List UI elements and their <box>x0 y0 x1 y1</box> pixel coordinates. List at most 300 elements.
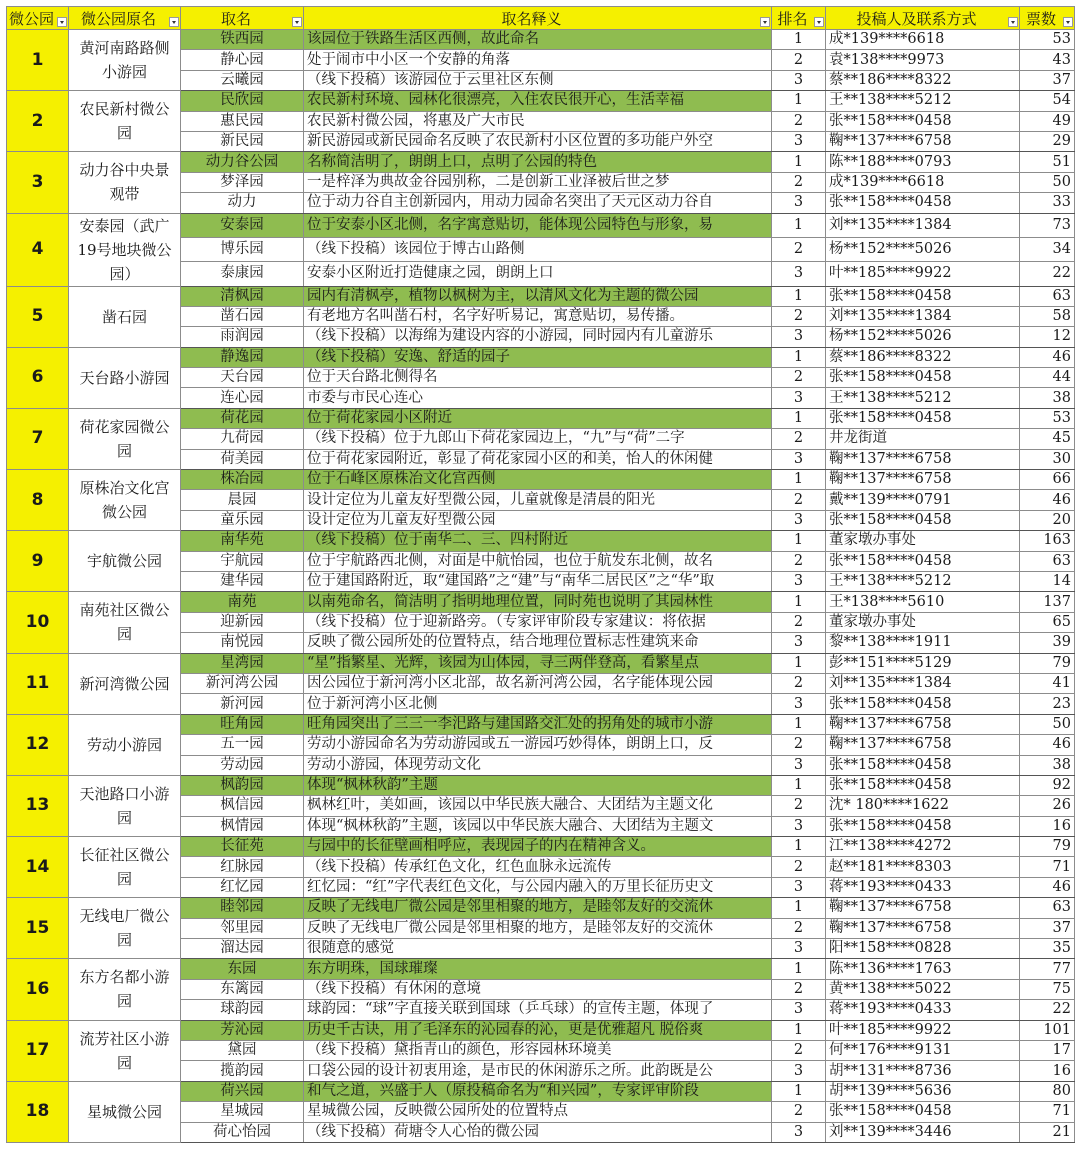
name-cell[interactable]: 荷花园 <box>181 408 304 428</box>
rank-cell[interactable]: 3 <box>772 816 826 836</box>
rank-cell[interactable]: 1 <box>772 959 826 979</box>
contributor-cell[interactable]: 袁*138****9973 <box>826 50 1020 70</box>
park-number-cell[interactable]: 6 <box>7 347 69 408</box>
name-cell[interactable]: 球韵园 <box>181 1000 304 1020</box>
rank-cell[interactable]: 2 <box>772 1040 826 1060</box>
name-cell[interactable]: 静逸园 <box>181 347 304 367</box>
votes-cell[interactable]: 37 <box>1020 918 1075 938</box>
name-cell[interactable]: 荷美园 <box>181 449 304 469</box>
explanation-cell[interactable]: 体现“枫林秋韵”主题，该园以中华民族大融合、大团结为主题文 <box>304 816 772 836</box>
votes-cell[interactable]: 50 <box>1020 714 1075 734</box>
votes-cell[interactable]: 49 <box>1020 111 1075 131</box>
park-number-cell[interactable]: 12 <box>7 714 69 775</box>
original-name-cell[interactable]: 无线电厂微公园 <box>69 898 181 959</box>
name-cell[interactable]: 建华园 <box>181 571 304 591</box>
contributor-cell[interactable]: 蔡**186****8322 <box>826 70 1020 90</box>
explanation-cell[interactable]: 红忆园：“红”字代表红色文化，与公园内融入的万里长征历史文 <box>304 877 772 897</box>
contributor-cell[interactable]: 蒋**193****0433 <box>826 877 1020 897</box>
explanation-cell[interactable]: 和气之道，兴盛于人（原投稿命名为“和兴园”，专家评审阶段 <box>304 1081 772 1101</box>
name-cell[interactable]: 南华苑 <box>181 531 304 551</box>
contributor-cell[interactable]: 鞠**137****6758 <box>826 918 1020 938</box>
park-number-cell[interactable]: 9 <box>7 531 69 592</box>
rank-cell[interactable]: 3 <box>772 327 826 347</box>
explanation-cell[interactable]: 一是梓泽为典故金谷园别称，二是创新工业泽被后世之梦 <box>304 172 772 192</box>
rank-cell[interactable]: 1 <box>772 898 826 918</box>
rank-cell[interactable]: 1 <box>772 470 826 490</box>
votes-cell[interactable]: 44 <box>1020 368 1075 388</box>
explanation-cell[interactable]: 名称简洁明了，朗朗上口，点明了公园的特色 <box>304 152 772 172</box>
name-cell[interactable]: 云曦园 <box>181 70 304 90</box>
contributor-cell[interactable]: 刘**139****3446 <box>826 1122 1020 1142</box>
explanation-cell[interactable]: 新民游园或新民园命名反映了农民新村小区位置的多功能户外空 <box>304 131 772 151</box>
explanation-cell[interactable]: 劳动小游园，体现劳动文化 <box>304 755 772 775</box>
explanation-cell[interactable]: 市委与市民心连心 <box>304 388 772 408</box>
explanation-cell[interactable]: 反映了无线电厂微公园是邻里相聚的地方，是睦邻友好的交流休 <box>304 898 772 918</box>
votes-cell[interactable]: 17 <box>1020 1040 1075 1060</box>
name-cell[interactable]: 五一园 <box>181 735 304 755</box>
original-name-cell[interactable]: 凿石园 <box>69 286 181 347</box>
rank-cell[interactable]: 2 <box>772 111 826 131</box>
contributor-cell[interactable]: 董家墩办事处 <box>826 531 1020 551</box>
original-name-cell[interactable]: 原株冶文化宫微公园 <box>69 470 181 531</box>
votes-cell[interactable]: 12 <box>1020 327 1075 347</box>
rank-cell[interactable]: 2 <box>772 237 826 261</box>
votes-cell[interactable]: 73 <box>1020 213 1075 237</box>
contributor-cell[interactable]: 鞠**137****6758 <box>826 735 1020 755</box>
original-name-cell[interactable]: 农民新村微公园 <box>69 91 181 152</box>
rank-cell[interactable]: 2 <box>772 50 826 70</box>
contributor-cell[interactable]: 张**158****0458 <box>826 510 1020 530</box>
votes-cell[interactable]: 51 <box>1020 152 1075 172</box>
contributor-cell[interactable]: 王**138****5212 <box>826 388 1020 408</box>
rank-cell[interactable]: 2 <box>772 172 826 192</box>
votes-cell[interactable]: 79 <box>1020 653 1075 673</box>
park-number-cell[interactable]: 17 <box>7 1020 69 1081</box>
votes-cell[interactable]: 71 <box>1020 1102 1075 1122</box>
contributor-cell[interactable]: 张**158****0458 <box>826 193 1020 213</box>
votes-cell[interactable]: 14 <box>1020 571 1075 591</box>
contributor-cell[interactable]: 沈* 180****1622 <box>826 796 1020 816</box>
name-cell[interactable]: 连心园 <box>181 388 304 408</box>
explanation-cell[interactable]: （线下投稿）传承红色文化，红色血脉永远流传 <box>304 857 772 877</box>
park-number-cell[interactable]: 14 <box>7 837 69 898</box>
votes-cell[interactable]: 46 <box>1020 735 1075 755</box>
contributor-cell[interactable]: 成*139****6618 <box>826 172 1020 192</box>
rank-cell[interactable]: 2 <box>772 612 826 632</box>
contributor-cell[interactable]: 胡**131****8736 <box>826 1061 1020 1081</box>
explanation-cell[interactable]: 设计定位为儿童友好型微公园 <box>304 510 772 530</box>
explanation-cell[interactable]: 星城微公园，反映微公园所处的位置特点 <box>304 1102 772 1122</box>
park-number-cell[interactable]: 13 <box>7 775 69 836</box>
explanation-cell[interactable]: 安泰小区附近打造健康之园，朗朗上口 <box>304 262 772 286</box>
contributor-cell[interactable]: 彭**151****5129 <box>826 653 1020 673</box>
explanation-cell[interactable]: “星”指繁星、光辉，该园为山体园，寻三两伴登高，看繁星点 <box>304 653 772 673</box>
contributor-cell[interactable]: 张**158****0458 <box>826 111 1020 131</box>
explanation-cell[interactable]: （线下投稿）位于九郎山下荷花家园边上，“九”与“荷”二字 <box>304 429 772 449</box>
name-cell[interactable]: 星城园 <box>181 1102 304 1122</box>
contributor-cell[interactable]: 黄**138****5022 <box>826 979 1020 999</box>
explanation-cell[interactable]: （线下投稿）有休闲的意境 <box>304 979 772 999</box>
votes-cell[interactable]: 20 <box>1020 510 1075 530</box>
contributor-cell[interactable]: 鞠**137****6758 <box>826 470 1020 490</box>
votes-cell[interactable]: 41 <box>1020 673 1075 693</box>
votes-cell[interactable]: 23 <box>1020 694 1075 714</box>
contributor-cell[interactable]: 戴**139****0791 <box>826 490 1020 510</box>
rank-cell[interactable]: 1 <box>772 91 826 111</box>
rank-cell[interactable]: 1 <box>772 30 826 50</box>
votes-cell[interactable]: 137 <box>1020 592 1075 612</box>
explanation-cell[interactable]: 位于安泰小区北侧，名字寓意贴切，能体现公园特色与形象，易 <box>304 213 772 237</box>
original-name-cell[interactable]: 东方名都小游园 <box>69 959 181 1020</box>
explanation-cell[interactable]: 反映了微公园所处的位置特点，结合地理位置标志性建筑来命 <box>304 633 772 653</box>
contributor-cell[interactable]: 何**176****9131 <box>826 1040 1020 1060</box>
contributor-cell[interactable]: 胡**139****5636 <box>826 1081 1020 1101</box>
explanation-cell[interactable]: 球韵园：“球”字直接关联到国球（乒乓球）的宣传主题，体现了 <box>304 1000 772 1020</box>
votes-cell[interactable]: 92 <box>1020 775 1075 795</box>
votes-cell[interactable]: 77 <box>1020 959 1075 979</box>
rank-cell[interactable]: 2 <box>772 918 826 938</box>
name-cell[interactable]: 晨园 <box>181 490 304 510</box>
rank-cell[interactable]: 2 <box>772 1102 826 1122</box>
rank-cell[interactable]: 1 <box>772 286 826 306</box>
name-cell[interactable]: 旺角园 <box>181 714 304 734</box>
name-cell[interactable]: 枫韵园 <box>181 775 304 795</box>
rank-cell[interactable]: 3 <box>772 571 826 591</box>
explanation-cell[interactable]: 设计定位为儿童友好型微公园，儿童就像是清晨的阳光 <box>304 490 772 510</box>
rank-cell[interactable]: 3 <box>772 193 826 213</box>
contributor-cell[interactable]: 刘**135****1384 <box>826 673 1020 693</box>
rank-cell[interactable]: 1 <box>772 775 826 795</box>
contributor-cell[interactable]: 鞠**137****6758 <box>826 131 1020 151</box>
name-cell[interactable]: 东篱园 <box>181 979 304 999</box>
votes-cell[interactable]: 65 <box>1020 612 1075 632</box>
explanation-cell[interactable]: 位于荷花家园小区附近 <box>304 408 772 428</box>
explanation-cell[interactable]: 劳动小游园命名为劳动游园或五一游园巧妙得体，朗朗上口，反 <box>304 735 772 755</box>
name-cell[interactable]: 劳动园 <box>181 755 304 775</box>
contributor-cell[interactable]: 叶**185****9922 <box>826 1020 1020 1040</box>
rank-cell[interactable]: 1 <box>772 592 826 612</box>
votes-cell[interactable]: 21 <box>1020 1122 1075 1142</box>
original-name-cell[interactable]: 宇航微公园 <box>69 531 181 592</box>
contributor-cell[interactable]: 成*139****6618 <box>826 30 1020 50</box>
contributor-cell[interactable]: 张**158****0458 <box>826 816 1020 836</box>
votes-cell[interactable]: 29 <box>1020 131 1075 151</box>
rank-cell[interactable]: 1 <box>772 347 826 367</box>
name-cell[interactable]: 静心园 <box>181 50 304 70</box>
votes-cell[interactable]: 37 <box>1020 70 1075 90</box>
explanation-cell[interactable]: 体现“枫林秋韵”主题 <box>304 775 772 795</box>
park-number-cell[interactable]: 10 <box>7 592 69 653</box>
name-cell[interactable]: 雨润园 <box>181 327 304 347</box>
contributor-cell[interactable]: 蒋**193****0433 <box>826 1000 1020 1020</box>
explanation-cell[interactable]: （线下投稿）位于南华二、三、四村附近 <box>304 531 772 551</box>
name-cell[interactable]: 株冶园 <box>181 470 304 490</box>
name-cell[interactable]: 新河园 <box>181 694 304 714</box>
explanation-cell[interactable]: 处于闹市中小区一个安静的角落 <box>304 50 772 70</box>
park-number-cell[interactable]: 3 <box>7 152 69 213</box>
explanation-cell[interactable]: 位于宇航路西北侧，对面是中航怡园，也位于航发东北侧，故名 <box>304 551 772 571</box>
name-cell[interactable]: 九荷园 <box>181 429 304 449</box>
name-cell[interactable]: 清枫园 <box>181 286 304 306</box>
contributor-cell[interactable]: 叶**185****9922 <box>826 262 1020 286</box>
contributor-cell[interactable]: 黎**138****1911 <box>826 633 1020 653</box>
explanation-cell[interactable]: 旺角园突出了三三一李汜路与建国路交汇处的拐角处的城市小游 <box>304 714 772 734</box>
rank-cell[interactable]: 3 <box>772 131 826 151</box>
rank-cell[interactable]: 3 <box>772 877 826 897</box>
votes-cell[interactable]: 34 <box>1020 237 1075 261</box>
rank-cell[interactable]: 1 <box>772 408 826 428</box>
name-cell[interactable]: 邻里园 <box>181 918 304 938</box>
explanation-cell[interactable]: 该园位于铁路生活区西侧，故此命名 <box>304 30 772 50</box>
contributor-cell[interactable]: 刘**135****1384 <box>826 306 1020 326</box>
original-name-cell[interactable]: 流芳社区小游园 <box>69 1020 181 1081</box>
park-number-cell[interactable]: 16 <box>7 959 69 1020</box>
original-name-cell[interactable]: 天台路小游园 <box>69 347 181 408</box>
name-cell[interactable]: 荷兴园 <box>181 1081 304 1101</box>
contributor-cell[interactable]: 阳**158****0828 <box>826 939 1020 959</box>
name-cell[interactable]: 黛园 <box>181 1040 304 1060</box>
explanation-cell[interactable]: 枫林红叶，美如画，该园以中华民族大融合、大团结为主题文化 <box>304 796 772 816</box>
contributor-cell[interactable]: 赵**181****8303 <box>826 857 1020 877</box>
votes-cell[interactable]: 63 <box>1020 551 1075 571</box>
park-number-cell[interactable]: 15 <box>7 898 69 959</box>
original-name-cell[interactable]: 天池路口小游园 <box>69 775 181 836</box>
explanation-cell[interactable]: 历史千古诀，用了毛泽东的沁园春的沁，更是优雅超凡 脱俗爽 <box>304 1020 772 1040</box>
votes-cell[interactable]: 38 <box>1020 388 1075 408</box>
name-cell[interactable]: 红忆园 <box>181 877 304 897</box>
explanation-cell[interactable]: 位于石峰区原株冶文化宫西侧 <box>304 470 772 490</box>
rank-cell[interactable]: 1 <box>772 152 826 172</box>
rank-cell[interactable]: 1 <box>772 653 826 673</box>
rank-cell[interactable]: 3 <box>772 939 826 959</box>
filter-dropdown-icon[interactable] <box>169 17 179 27</box>
park-number-cell[interactable]: 5 <box>7 286 69 347</box>
contributor-cell[interactable]: 张**158****0458 <box>826 368 1020 388</box>
filter-dropdown-icon[interactable] <box>57 17 67 27</box>
rank-cell[interactable]: 3 <box>772 633 826 653</box>
rank-cell[interactable]: 3 <box>772 388 826 408</box>
name-cell[interactable]: 安泰园 <box>181 213 304 237</box>
name-cell[interactable]: 星湾园 <box>181 653 304 673</box>
contributor-cell[interactable]: 杨**152****5026 <box>826 327 1020 347</box>
contributor-cell[interactable]: 张**158****0458 <box>826 408 1020 428</box>
name-cell[interactable]: 荷心怡园 <box>181 1122 304 1142</box>
rank-cell[interactable]: 1 <box>772 213 826 237</box>
votes-cell[interactable]: 45 <box>1020 429 1075 449</box>
rank-cell[interactable]: 2 <box>772 429 826 449</box>
contributor-cell[interactable]: 王**138****5212 <box>826 571 1020 591</box>
explanation-cell[interactable]: 口袋公园的设计初衷用途，是市民的休闲游乐之所。此韵既是公 <box>304 1061 772 1081</box>
original-name-cell[interactable]: 荷花家园微公园 <box>69 408 181 469</box>
name-cell[interactable]: 溜达园 <box>181 939 304 959</box>
original-name-cell[interactable]: 动力谷中央景观带 <box>69 152 181 213</box>
rank-cell[interactable]: 2 <box>772 490 826 510</box>
original-name-cell[interactable]: 劳动小游园 <box>69 714 181 775</box>
name-cell[interactable]: 宇航园 <box>181 551 304 571</box>
votes-cell[interactable]: 63 <box>1020 898 1075 918</box>
explanation-cell[interactable]: 位于天台路北侧得名 <box>304 368 772 388</box>
explanation-cell[interactable]: 农民新村环境、园林化很漂亮，入住农民很开心，生活幸福 <box>304 91 772 111</box>
contributor-cell[interactable]: 张**158****0458 <box>826 1102 1020 1122</box>
explanation-cell[interactable]: 位于新河湾小区北侧 <box>304 694 772 714</box>
rank-cell[interactable]: 1 <box>772 714 826 734</box>
contributor-cell[interactable]: 张**158****0458 <box>826 755 1020 775</box>
explanation-cell[interactable]: 东方明珠，国球璀璨 <box>304 959 772 979</box>
rank-cell[interactable]: 2 <box>772 857 826 877</box>
contributor-cell[interactable]: 陈**188****0793 <box>826 152 1020 172</box>
explanation-cell[interactable]: 很随意的感觉 <box>304 939 772 959</box>
explanation-cell[interactable]: 园内有清枫亭，植物以枫树为主，以清风文化为主题的微公园 <box>304 286 772 306</box>
votes-cell[interactable]: 66 <box>1020 470 1075 490</box>
rank-cell[interactable]: 2 <box>772 735 826 755</box>
votes-cell[interactable]: 54 <box>1020 91 1075 111</box>
votes-cell[interactable]: 39 <box>1020 633 1075 653</box>
original-name-cell[interactable]: 新河湾微公园 <box>69 653 181 714</box>
votes-cell[interactable]: 50 <box>1020 172 1075 192</box>
filter-dropdown-icon[interactable] <box>292 17 302 27</box>
explanation-cell[interactable]: 以南苑命名，简洁明了指明地理位置，同时苑也说明了其园林性 <box>304 592 772 612</box>
name-cell[interactable]: 迎新园 <box>181 612 304 632</box>
votes-cell[interactable]: 79 <box>1020 837 1075 857</box>
original-name-cell[interactable]: 长征社区微公园 <box>69 837 181 898</box>
contributor-cell[interactable]: 张**158****0458 <box>826 286 1020 306</box>
name-cell[interactable]: 东园 <box>181 959 304 979</box>
votes-cell[interactable]: 38 <box>1020 755 1075 775</box>
name-cell[interactable]: 长征苑 <box>181 837 304 857</box>
name-cell[interactable]: 梦泽园 <box>181 172 304 192</box>
rank-cell[interactable]: 3 <box>772 262 826 286</box>
park-number-cell[interactable]: 18 <box>7 1081 69 1142</box>
explanation-cell[interactable]: 位于荷花家园附近，彰显了荷花家园小区的和美，怡人的休闲健 <box>304 449 772 469</box>
original-name-cell[interactable]: 黄河南路路侧小游园 <box>69 30 181 91</box>
votes-cell[interactable]: 33 <box>1020 193 1075 213</box>
contributor-cell[interactable]: 鞠**137****6758 <box>826 898 1020 918</box>
votes-cell[interactable]: 163 <box>1020 531 1075 551</box>
park-number-cell[interactable]: 8 <box>7 470 69 531</box>
votes-cell[interactable]: 16 <box>1020 816 1075 836</box>
explanation-cell[interactable]: （线下投稿）以海绵为建设内容的小游园，同时园内有儿童游乐 <box>304 327 772 347</box>
votes-cell[interactable]: 53 <box>1020 408 1075 428</box>
votes-cell[interactable]: 30 <box>1020 449 1075 469</box>
name-cell[interactable]: 泰康园 <box>181 262 304 286</box>
contributor-cell[interactable]: 王**138****5212 <box>826 91 1020 111</box>
contributor-cell[interactable]: 王*138****5610 <box>826 592 1020 612</box>
explanation-cell[interactable]: 农民新村微公园，将惠及广大市民 <box>304 111 772 131</box>
contributor-cell[interactable]: 张**158****0458 <box>826 694 1020 714</box>
votes-cell[interactable]: 22 <box>1020 262 1075 286</box>
rank-cell[interactable]: 3 <box>772 510 826 530</box>
explanation-cell[interactable]: （线下投稿）荷塘令人心怡的微公园 <box>304 1122 772 1142</box>
name-cell[interactable]: 天台园 <box>181 368 304 388</box>
name-cell[interactable]: 枫信园 <box>181 796 304 816</box>
explanation-cell[interactable]: （线下投稿）该园位于博古山路侧 <box>304 237 772 261</box>
name-cell[interactable]: 博乐园 <box>181 237 304 261</box>
rank-cell[interactable]: 2 <box>772 368 826 388</box>
original-name-cell[interactable]: 星城微公园 <box>69 1081 181 1142</box>
contributor-cell[interactable]: 董家墩办事处 <box>826 612 1020 632</box>
name-cell[interactable]: 惠民园 <box>181 111 304 131</box>
explanation-cell[interactable]: 位于动力谷自主创新园内，用动力园命名突出了天元区动力谷自 <box>304 193 772 213</box>
filter-dropdown-icon[interactable] <box>1008 17 1018 27</box>
contributor-cell[interactable]: 刘**135****1384 <box>826 213 1020 237</box>
original-name-cell[interactable]: 南苑社区微公园 <box>69 592 181 653</box>
rank-cell[interactable]: 2 <box>772 551 826 571</box>
name-cell[interactable]: 芳沁园 <box>181 1020 304 1040</box>
votes-cell[interactable]: 75 <box>1020 979 1075 999</box>
park-number-cell[interactable]: 7 <box>7 408 69 469</box>
explanation-cell[interactable]: 位于建国路附近，取“建国路”之“建”与“南华二居民区”之“华”取 <box>304 571 772 591</box>
name-cell[interactable]: 新河湾公园 <box>181 673 304 693</box>
rank-cell[interactable]: 3 <box>772 70 826 90</box>
contributor-cell[interactable]: 井龙街道 <box>826 429 1020 449</box>
name-cell[interactable]: 民欣园 <box>181 91 304 111</box>
contributor-cell[interactable]: 陈**136****1763 <box>826 959 1020 979</box>
name-cell[interactable]: 揽韵园 <box>181 1061 304 1081</box>
votes-cell[interactable]: 58 <box>1020 306 1075 326</box>
rank-cell[interactable]: 1 <box>772 837 826 857</box>
rank-cell[interactable]: 2 <box>772 979 826 999</box>
contributor-cell[interactable]: 鞠**137****6758 <box>826 449 1020 469</box>
filter-dropdown-icon[interactable] <box>1063 17 1073 27</box>
explanation-cell[interactable]: 反映了无线电厂微公园是邻里相聚的地方，是睦邻友好的交流休 <box>304 918 772 938</box>
votes-cell[interactable]: 80 <box>1020 1081 1075 1101</box>
rank-cell[interactable]: 3 <box>772 1061 826 1081</box>
votes-cell[interactable]: 22 <box>1020 1000 1075 1020</box>
name-cell[interactable]: 新民园 <box>181 131 304 151</box>
filter-dropdown-icon[interactable] <box>760 17 770 27</box>
rank-cell[interactable]: 3 <box>772 1000 826 1020</box>
name-cell[interactable]: 南苑 <box>181 592 304 612</box>
explanation-cell[interactable]: 因公园位于新河湾小区北部，故名新河湾公园，名字能体现公园 <box>304 673 772 693</box>
name-cell[interactable]: 动力谷公园 <box>181 152 304 172</box>
rank-cell[interactable]: 3 <box>772 449 826 469</box>
park-number-cell[interactable]: 1 <box>7 30 69 91</box>
contributor-cell[interactable]: 鞠**137****6758 <box>826 714 1020 734</box>
votes-cell[interactable]: 46 <box>1020 347 1075 367</box>
contributor-cell[interactable]: 张**158****0458 <box>826 775 1020 795</box>
votes-cell[interactable]: 46 <box>1020 877 1075 897</box>
votes-cell[interactable]: 63 <box>1020 286 1075 306</box>
name-cell[interactable]: 南悦园 <box>181 633 304 653</box>
rank-cell[interactable]: 2 <box>772 673 826 693</box>
explanation-cell[interactable]: （线下投稿）位于迎新路旁。（专家评审阶段专家建议：将依据 <box>304 612 772 632</box>
name-cell[interactable]: 枫情园 <box>181 816 304 836</box>
rank-cell[interactable]: 1 <box>772 1081 826 1101</box>
explanation-cell[interactable]: （线下投稿）该游园位于云里社区东侧 <box>304 70 772 90</box>
rank-cell[interactable]: 3 <box>772 1122 826 1142</box>
park-number-cell[interactable]: 4 <box>7 213 69 286</box>
votes-cell[interactable]: 101 <box>1020 1020 1075 1040</box>
original-name-cell[interactable]: 安泰园（武广19号地块微公园） <box>69 213 181 286</box>
name-cell[interactable]: 铁西园 <box>181 30 304 50</box>
explanation-cell[interactable]: （线下投稿）安逸、舒适的园子 <box>304 347 772 367</box>
name-cell[interactable]: 红脉园 <box>181 857 304 877</box>
park-number-cell[interactable]: 2 <box>7 91 69 152</box>
votes-cell[interactable]: 26 <box>1020 796 1075 816</box>
name-cell[interactable]: 动力 <box>181 193 304 213</box>
explanation-cell[interactable]: （线下投稿）黛指青山的颜色，形容园林环境美 <box>304 1040 772 1060</box>
votes-cell[interactable]: 71 <box>1020 857 1075 877</box>
votes-cell[interactable]: 35 <box>1020 939 1075 959</box>
contributor-cell[interactable]: 江**138****4272 <box>826 837 1020 857</box>
explanation-cell[interactable]: 与园中的长征壁画相呼应，表现园子的内在精神含义。 <box>304 837 772 857</box>
park-number-cell[interactable]: 11 <box>7 653 69 714</box>
filter-dropdown-icon[interactable] <box>814 17 824 27</box>
rank-cell[interactable]: 3 <box>772 694 826 714</box>
votes-cell[interactable]: 53 <box>1020 30 1075 50</box>
contributor-cell[interactable]: 张**158****0458 <box>826 551 1020 571</box>
contributor-cell[interactable]: 杨**152****5026 <box>826 237 1020 261</box>
